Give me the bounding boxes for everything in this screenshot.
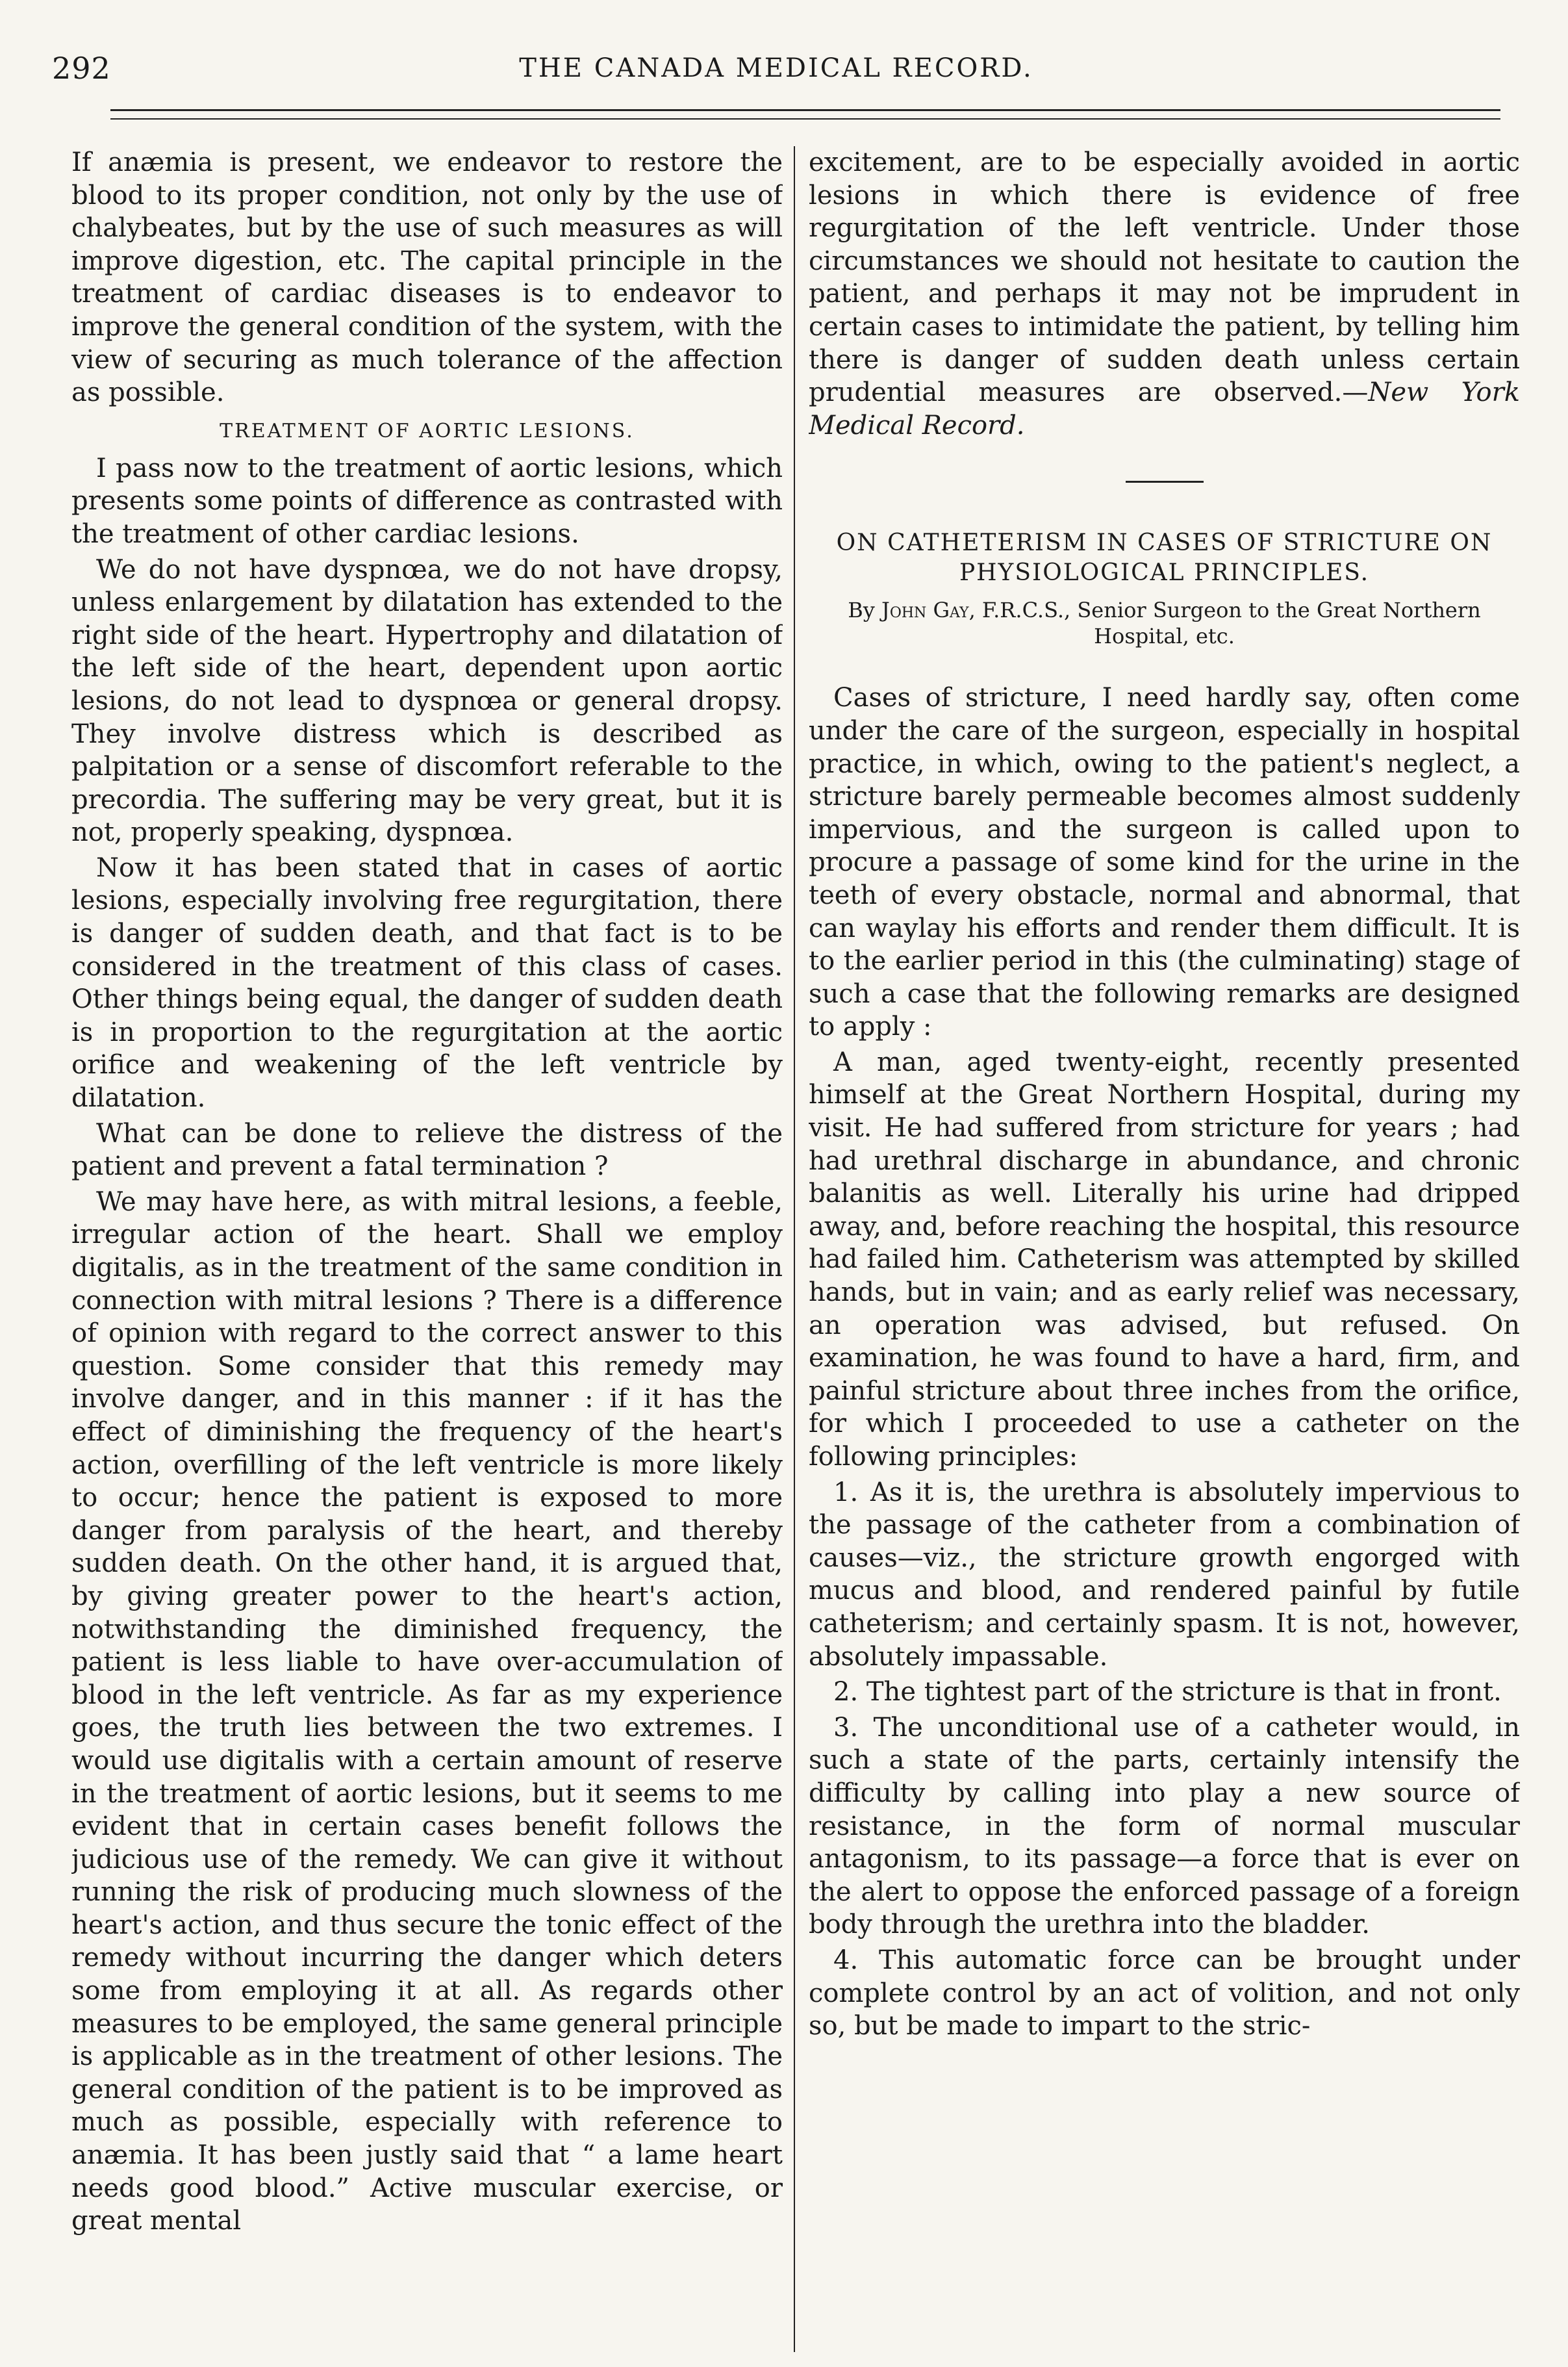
byline-author: John Gay xyxy=(881,598,969,623)
page-header xyxy=(52,51,1500,96)
paragraph: 1. As it is, the urethra is absolutely impervious to the passage of the catheter from a combination of causes—viz., the stricture growth engorged with mucus and blood, and rendered painful by futile catheterism; and certainly spasm. It is not, however, absolutely impassable. xyxy=(809,1477,1520,1672)
section-heading: TREATMENT OF AORTIC LESIONS. xyxy=(220,419,635,442)
paragraph: 4. This automatic force can be brought under complete control by an act of volition, and not only so, but be made to impart to the stric- xyxy=(809,1945,1520,2041)
byline xyxy=(809,597,1520,649)
paragraph: Now it has been stated that in cases of aortic lesions, especially involving free regurgitation, there is danger of sudden death, and that fact is to be considered in the treatment of this class of cases. Other things being equal, the danger of sudden death is in proportion to the regurgitation at the aortic orifice and weakening of the left ventricle by dilatation. xyxy=(71,852,783,1114)
paragraph-text: excitement, are to be especially avoided in aortic lesions in which there is evidence of free regurgitation of the left ventricle. Under those circumstances we should not hesitate to caution the patient, and perhaps it may not be imprudent in certain cases to intimidate the patient, by telling him there is danger of sudden death unless certain prudential measures are observed.— xyxy=(809,147,1520,408)
paragraph: A man, aged twenty-eight, recently presented himself at the Great Northern Hospital, during my visit. He had suffered from stricture for years ; had had urethral discharge in abundance, and chronic balanitis as well. Literally his urine had dripped away, and, before reaching the hospital, this resource had failed him. Catheterism was attempted by skilled hands, but in vain; and as early relief was necessary, an operation was advised, but refused. On examination, he was found to have a hard, firm, and painful stricture about three inches from the orifice, for which I proceeded to use a catheter on the following principles: xyxy=(809,1047,1520,1472)
paragraph: If anæmia is present, we endeavor to restore the blood to its proper condition, not only by the use of chalybeates, but by the use of such measures as will improve digestion, etc. The capital principle in the treatment of cardiac diseases is to endeavor to improve the general condition of the system, with the view of securing as much tolerance of the affection as possible. xyxy=(71,147,783,408)
paragraph: We do not have dyspnœa, we do not have dropsy, unless enlargement by dilatation has extended to the right side of the heart. Hypertrophy and dilatation of the left side of the heart, dependent upon aortic lesions, do not lead to dyspnœa or general dropsy. They involve distress which is described as palpitation or a sense of discomfort referable to the precordia. The suffering may be very great, but it is not, properly speaking, dyspnœa. xyxy=(71,554,783,848)
right-column xyxy=(809,146,1520,2352)
column-divider xyxy=(794,146,795,2352)
paragraph: What can be done to relieve the distress of the patient and prevent a fatal termination ? xyxy=(71,1118,783,1182)
article-separator xyxy=(1126,481,1204,483)
paragraph: We may have here, as with mitral lesions, a feeble, irregular action of the heart. Shall we employ digitalis, as in the treatment of the same condition in connection with mitral lesions ? There is a difference of opinion with regard to the correct answer to this question. Some consider that this remedy may involve danger, and in this manner : if it has the effect of diminishing the frequency of the heart's action, overfilling of the left ventricle is more likely to occur; hence the patient is exposed to more danger from paralysis of the heart, and thereby sudden death. On the other hand, it is argued that, by giving greater power to the heart's action, notwithstanding the diminished frequency, the patient is less liable to have over-accumulation of blood in the left ventricle. As far as my experience goes, the truth lies between the two extremes. I would use digitalis with a certain amount of reserve in the treatment of aortic lesions, but it seems to me evident that in certain cases benefit follows the judicious use of the remedy. We can give it without running the risk of producing much slowness of the heart's action, and thus secure the tonic effect of the remedy without incurring the danger which deters some from employing it at all. As regards other measures to be employed, the same general principle is applicable as in the treatment of other lesions. The general condition of the patient is to be improved as much as possible, especially with reference to anæmia. It has been justly said that “ a lame heart needs good blood.” Active muscular exercise, or great mental xyxy=(71,1186,783,2236)
header-rule xyxy=(110,109,1500,111)
paragraph: Cases of stricture, I need hardly say, often come under the care of the surgeon, especially in hospital practice, in which, owing to the patient's neglect, a stricture barely permeable becomes almost suddenly impervious, and the surgeon is called upon to procure a passage of some kind for the urine in the teeth of every obstacle, normal and abnormal, that can waylay his efforts and render them difficult. It is to the earlier period in this (the culminating) stage of such a case that the following remarks are designed to apply : xyxy=(809,683,1520,1042)
article-title: ON CATHETERISM IN CASES OF STRICTURE ON PHYSIOLOGICAL PRINCIPLES. xyxy=(836,530,1493,587)
paragraph xyxy=(809,146,1520,442)
source-citation: New York Medical Record. xyxy=(809,377,1520,441)
paragraph: 2. The tightest part of the stricture is that in front. xyxy=(833,1677,1502,1708)
paragraph: 3. The unconditional use of a catheter would, in such a state of the parts, certainly intensify the difficulty by calling into play a new source of resistance, in the form of normal muscular antagonism, to its passage—a force that is ever on the alert to oppose the enforced passage of a foreign body through the urethra into the bladder. xyxy=(809,1712,1520,1940)
paragraph: I pass now to the treatment of aortic lesions, which presents some points of difference as contrasted with the treatment of other cardiac lesions. xyxy=(71,453,783,549)
page-number: 292 xyxy=(52,51,111,86)
left-column xyxy=(71,146,783,2352)
byline-prefix: By xyxy=(848,598,875,623)
running-title: THE CANADA MEDICAL RECORD. xyxy=(519,53,1033,83)
byline-details: , F.R.C.S., Senior Surgeon to the Great Northern Hospital, etc. xyxy=(968,598,1481,649)
header-rule-double xyxy=(110,118,1500,120)
